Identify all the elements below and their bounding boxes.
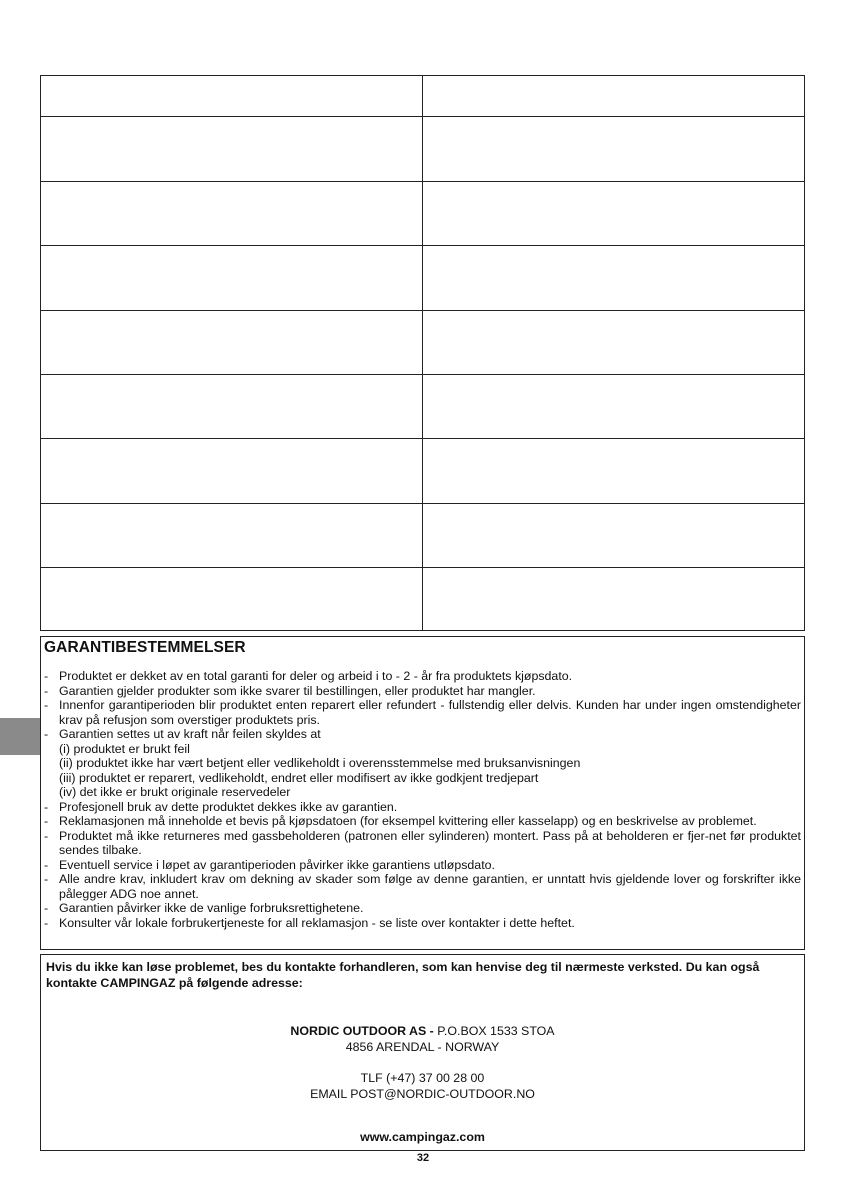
- list-dash: -: [44, 872, 49, 886]
- company-name: NORDIC OUTDOOR AS -: [290, 1024, 434, 1038]
- table-cell: [41, 117, 423, 181]
- list-dash: -: [44, 857, 49, 872]
- list-dash: -: [44, 683, 49, 698]
- warranty-term-text: Produktet er dekket av en total garanti for deler og arbeid i to - 2 - år fra produktets kjøpsdato.: [59, 669, 573, 683]
- table-cell: [423, 76, 804, 116]
- warranty-term-item: [44, 669, 801, 684]
- table-cell: [41, 76, 423, 116]
- website-link[interactable]: www.campingaz.com: [360, 1130, 485, 1144]
- table-cell: [423, 311, 804, 374]
- warranty-term-text: Eventuell service i løpet av garantiperioden påvirker ikke garantiens utløpsdato.: [59, 857, 495, 872]
- list-dash: -: [44, 727, 49, 741]
- company-po-box: P.O.BOX 1533 STOA: [433, 1024, 555, 1038]
- table-cell: [41, 439, 423, 503]
- table-row: [41, 245, 804, 310]
- list-dash: -: [44, 901, 49, 915]
- warranty-term-text: (iii) produktet er reparert, vedlikeholdt, endret eller modifisert av ikke godkjent tredjepart: [59, 770, 539, 785]
- warranty-term-text: Konsulter vår lokale forbrukertjeneste for all reklamasjon - se liste over kontakter i dette heftet.: [59, 915, 575, 930]
- warranty-term-item: [44, 742, 801, 757]
- warranty-terms-list: [44, 669, 801, 930]
- table-cell: [423, 117, 804, 181]
- table-cell: [423, 504, 804, 567]
- company-city: 4856 ARENDAL - NORWAY: [345, 1040, 500, 1054]
- list-dash: -: [44, 698, 49, 712]
- table-cell: [41, 375, 423, 438]
- contact-box: [40, 954, 805, 1151]
- list-dash: -: [44, 669, 49, 683]
- warranty-term-text: Profesjonell bruk av dette produktet dekkes ikke av garantien.: [59, 799, 398, 814]
- table-row: [41, 567, 804, 630]
- warranty-term-item: [44, 771, 801, 786]
- table-cell: [423, 182, 804, 245]
- warranty-term-text: Garantien påvirker ikke de vanlige forbruksrettighetene.: [59, 901, 364, 915]
- warranty-terms-box: [40, 636, 805, 950]
- empty-table: [40, 75, 805, 631]
- table-row: [41, 310, 804, 374]
- company-email: EMAIL POST@NORDIC-OUTDOOR.NO: [310, 1087, 535, 1101]
- warranty-term-item: [44, 684, 801, 699]
- warranty-term-item: [44, 800, 801, 815]
- warranty-term-item: [44, 727, 801, 742]
- table-cell: [423, 375, 804, 438]
- warranty-term-text: (i) produktet er brukt feil: [59, 741, 190, 756]
- page-number: 32: [416, 1152, 430, 1164]
- warranty-term-text: (iv) det ikke er brukt originale reservedeler: [59, 785, 291, 799]
- warranty-term-item: [44, 785, 801, 800]
- table-cell: [423, 439, 804, 503]
- warranty-term-text: Reklamasjonen må inneholde et bevis på kjøpsdatoen (for eksempel kvittering eller kasselapp) og en beskrivelse av problemet.: [59, 814, 757, 828]
- list-dash: -: [44, 814, 49, 828]
- warranty-term-item: [44, 858, 801, 873]
- table-cell: [41, 311, 423, 374]
- warranty-term-item: [44, 872, 801, 901]
- list-dash: -: [44, 828, 49, 843]
- list-dash: -: [44, 799, 49, 814]
- table-cell: [41, 568, 423, 630]
- table-row: [41, 503, 804, 567]
- warranty-term-item: [44, 901, 801, 916]
- warranty-term-item: [44, 698, 801, 727]
- table-row: [41, 116, 804, 181]
- warranty-term-item: [44, 916, 801, 931]
- table-cell: [423, 568, 804, 630]
- warranty-terms-title: GARANTIBESTEMMELSER: [44, 639, 246, 656]
- warranty-term-text: Garantien settes ut av kraft når feilen skyldes at: [59, 727, 321, 741]
- table-cell: [41, 182, 423, 245]
- table-row: [41, 438, 804, 503]
- warranty-term-text: Innenfor garantiperioden blir produktet enten reparert eller refundert - fullstendig eller delvis. Kunden har under ingen omstendigheter krav på refusjon som overstiger produktets pris.: [59, 698, 801, 727]
- section-tab-marker: [0, 718, 40, 755]
- warranty-term-text: Alle andre krav, inkludert krav om dekning av skader som følge av denne garantien, er unntatt hvis gjeldende lover og forskrifter ikke pålegger ADG noe annet.: [59, 872, 801, 901]
- warranty-term-item: [44, 756, 801, 771]
- contact-intro: Hvis du ikke kan løse problemet, bes du kontakte forhandleren, som kan henvise deg til nærmeste verksted. Du kan også kontakte CAMPINGAZ på følgende adresse:: [46, 960, 760, 990]
- table-cell: [41, 246, 423, 310]
- warranty-term-item: [44, 814, 801, 829]
- contact-company: [46, 1023, 799, 1039]
- list-dash: -: [44, 915, 49, 930]
- table-row: [41, 76, 804, 116]
- table-row: [41, 181, 804, 245]
- warranty-term-item: [44, 829, 801, 858]
- table-cell: [423, 246, 804, 310]
- warranty-term-text: Garantien gjelder produkter som ikke svarer til bestillingen, eller produktet har mangler.: [59, 683, 536, 698]
- company-phone: TLF (+47) 37 00 28 00: [360, 1071, 485, 1085]
- warranty-term-text: Produktet må ikke returneres med gassbeholderen (patronen eller sylinderen) montert. Pass på at beholderen er fjer-net før produktet sendes tilbake.: [59, 828, 801, 857]
- warranty-term-text: (ii) produktet ikke har vært betjent eller vedlikeholdt i overensstemmelse med bruksanvisningen: [59, 756, 581, 770]
- table-row: [41, 374, 804, 438]
- table-cell: [41, 504, 423, 567]
